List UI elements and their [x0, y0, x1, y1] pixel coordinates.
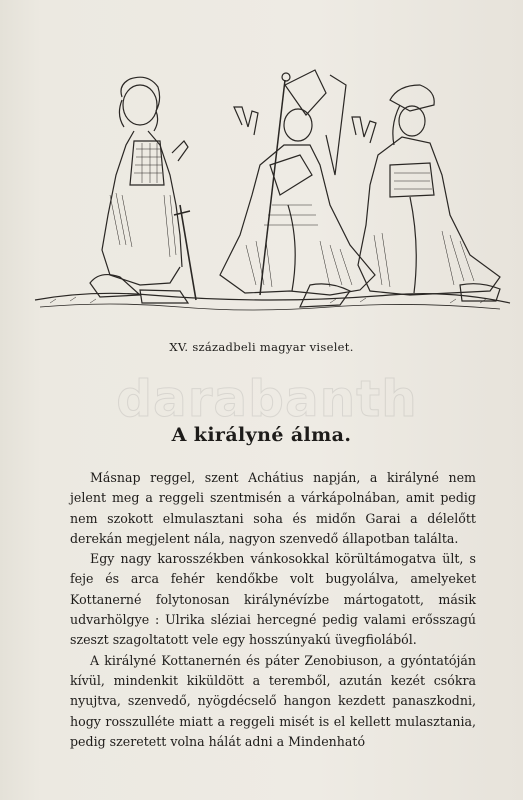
- chapter-heading: A királyné álma.: [171, 424, 352, 446]
- engraving-illustration: [30, 45, 515, 335]
- paragraph-2: Egy nagy karosszékben vánkosokkal körültámogatva ült, s feje és arca fehér kendőkbe volt bugyolálva, amelyeket Kottanerné folytonosan királynévízbe mártogatott, másik udvarhölgye : Ulrika sléziai hercegné pedig valami erősszagú szeszt szagoltatott vele egy hosszúnyakú üvegfiolából.: [70, 551, 476, 648]
- paragraph-1: Másnap reggel, szent Achátius napján, a királyné nem jelent meg a reggeli szentmisén a várkápolnában, amit pedig nem szokott elmulasztani soha és midőn Garai a délelőtt derekán megjelent nála, nagyon szenvedő állapotban találta.: [70, 470, 476, 546]
- body-text: [70, 468, 476, 752]
- watermark: darabanth: [116, 370, 418, 428]
- paragraph-3: A királyné Kottanernén és páter Zenobiuson, a gyóntatóján kívül, mindenkit kiküldött a teremből, azután kezét csókra nyujtva, szenvedő, nyögdécselő hangon kezdett panaszkodni, hogy rosszulléte miatt a reggeli misét is el kellett mulasztania, pedig szeretett volna hálát adni a Mindenható: [70, 652, 476, 749]
- illustration-caption: XV. századbeli magyar viselet.: [169, 340, 354, 354]
